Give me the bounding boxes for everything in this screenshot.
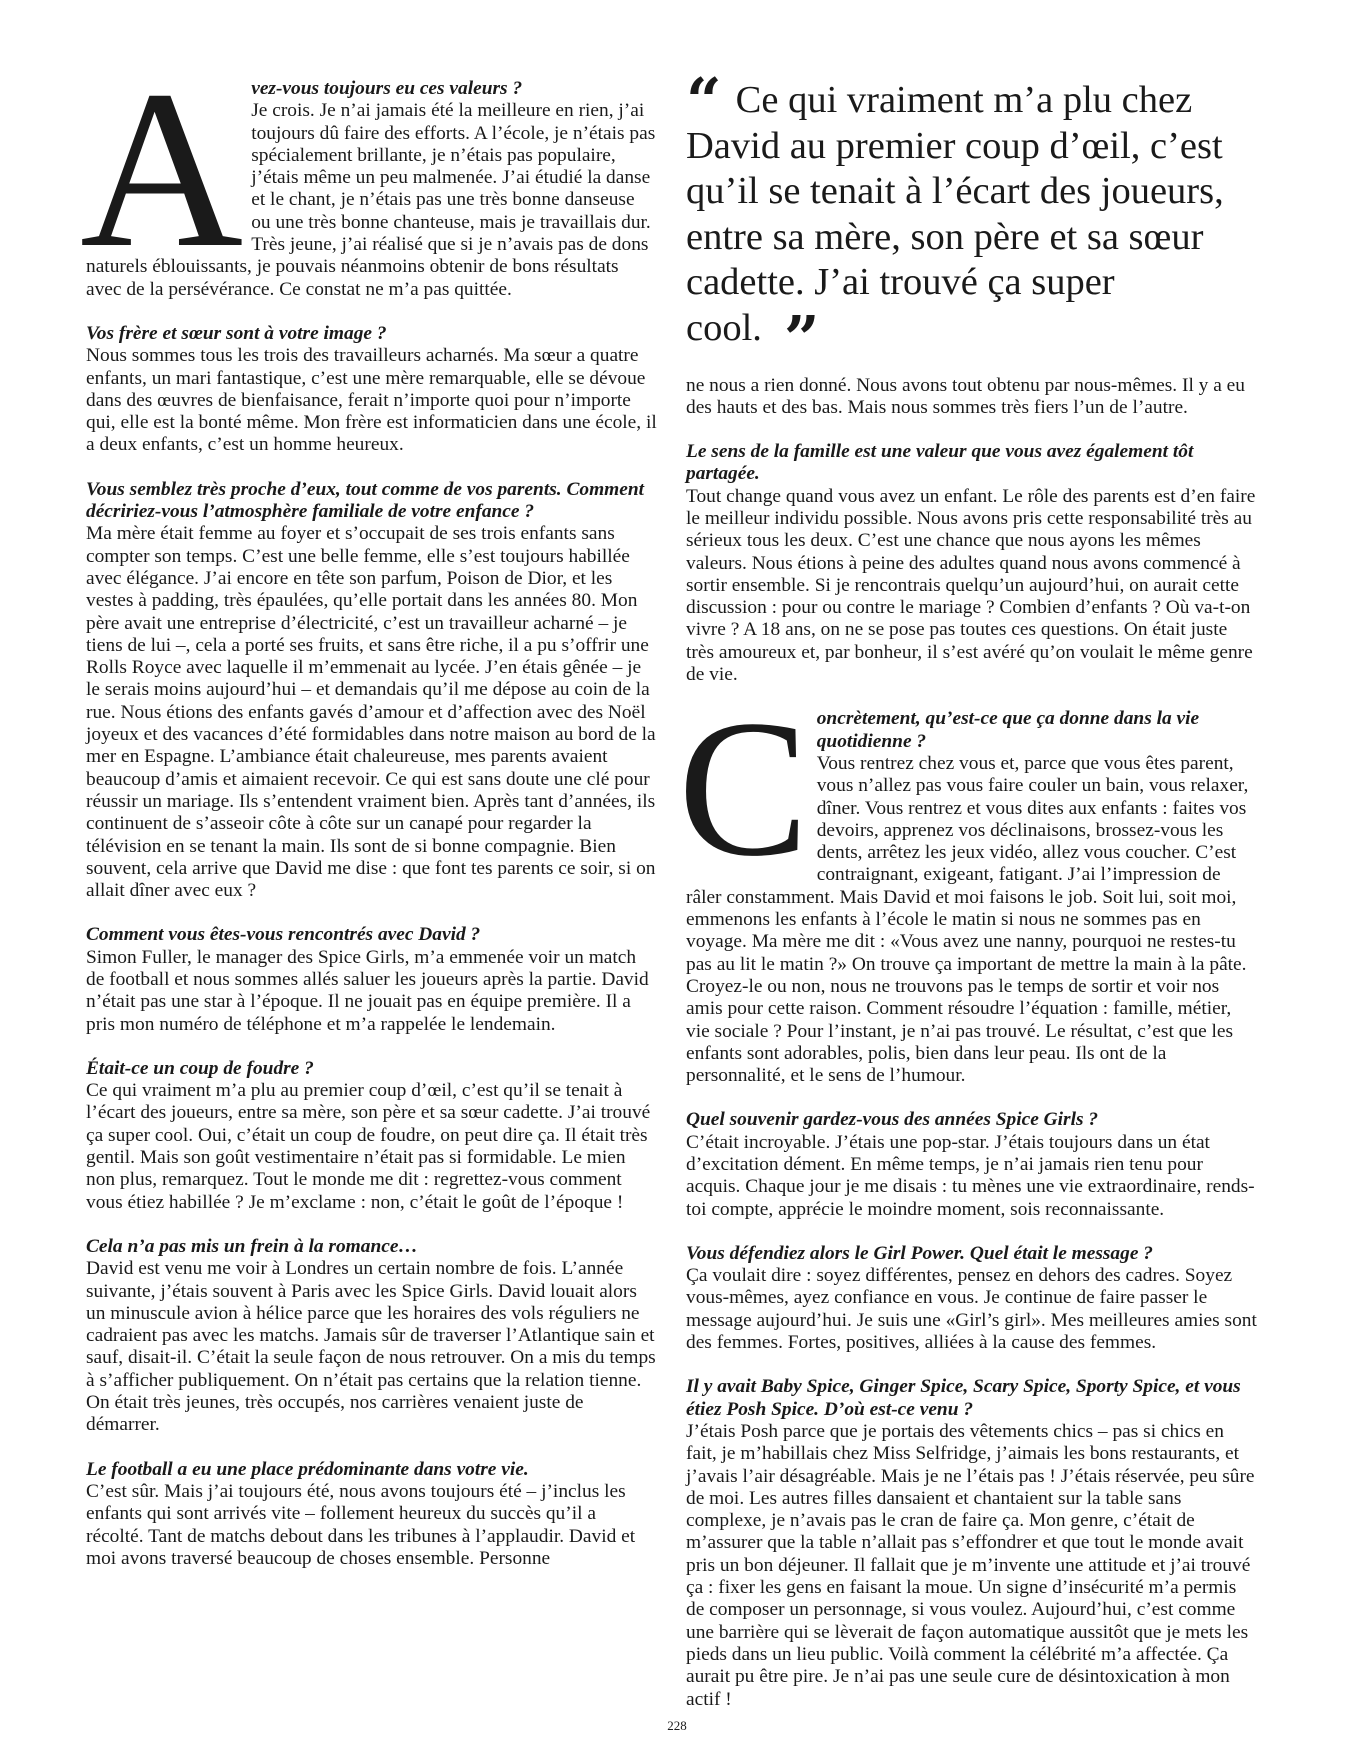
interview-answer: ne nous a rien donné. Nous avons tout obtenu par nous-mêmes. Il y a eu des hauts et des bas. Mais nous sommes très fiers l’un de l’autre. [686, 374, 1245, 418]
interview-answer: C’est sûr. Mais j’ai toujours été, nous avons toujours été – j’inclus les enfants qui sont arrivés vite – follement heureux du succès qu’il a récolté. Tant de matchs debout dans les tribunes à l’applaudir. David et moi avons traversé beaucoup de choses ensemble. Personne [86, 1480, 636, 1569]
interview-answer: Simon Fuller, le manager des Spice Girls, m’a emmenée voir un match de football et nous sommes allés saluer les joueurs après la partie. David n’était pas une star à l’époque. Il ne jouait pas en équipe première. Il a pris mon numéro de téléphone et m’a rappelée le lendemain. [86, 946, 649, 1035]
page-number: 228 [667, 1718, 687, 1733]
qa-section [686, 375, 1258, 420]
interview-question: Le sens de la famille est une valeur que vous avez également tôt partagée. [686, 441, 1194, 485]
interview-answer: Nous sommes tous les trois des travailleurs acharnés. Ma sœur a quatre enfants, un mari fantastique, c’est une mère remarquable, elle se dévoue dans des œuvres de bienfaisance, ferait n’importe quoi pour n’importe qui, elle est la bonté même. Mon frère est informaticien dans une école, il a deux enfants, c’est un homme heureux. [86, 345, 657, 456]
qa-section [86, 924, 658, 1035]
interview-question: Comment vous êtes-vous rencontrés avec David ? [86, 924, 481, 946]
pull-quote-text: Ce qui vraiment m’a plu chez David au premier coup d’œil, c’est qu’il se tenait à l’écart des joueurs, entre sa mère, son père et sa sœur cadette. J’ai trouvé ça super cool. [686, 79, 1224, 349]
interview-question: vez-vous toujours eu ces valeurs ? [251, 78, 523, 99]
qa-section [686, 441, 1258, 686]
interview-answer: Ça voulait dire : soyez différentes, pensez en dehors des cadres. Soyez vous-mêmes, ayez confiance en vous. Je continue de faire passer le message aujourd’hui. Je suis une «Girl’s girl». Mes meilleures amies sont des femmes. Fortes, positives, alliées à la cause des femmes. [686, 1265, 1257, 1354]
open-quote-mark: “ [686, 64, 722, 137]
qa-section [686, 1376, 1258, 1710]
interview-question: Vous défendiez alors le Girl Power. Quel était le message ? [686, 1242, 1153, 1264]
interview-question: Quel souvenir gardez-vous des années Spice Girls ? [686, 1109, 1099, 1131]
interview-question: Vos frère et sœur sont à votre image ? [86, 322, 387, 344]
qa-section [86, 479, 658, 903]
qa-section [86, 1058, 658, 1214]
qa-section [86, 323, 658, 457]
interview-answer: Vous rentrez chez vous et, parce que vous êtes parent, vous n’allez pas vous faire couler un bain, vous relaxer, dîner. Vous rentrez et vous dites aux enfants : faites vos devoirs, apprenez vos déclinaisons, brossez-vous les dents, arrêtez les jeux vidéo, allez vous coucher. C’est contraignant, exigeant, fatigant. J’ai l’impression de râler constamment. Mais David et moi faisons le job. Soit lui, soit moi, emmenons les enfants à l’école le matin si nous ne sommes pas en voyage. Ma mère me dit : «Vous avez une nanny, pourquoi ne restes-tu pas au lit le matin ?» On trouve ça important de mettre la main à la pâte. Croyez-le ou non, nous ne trouvons pas le temps de sortir et voir nos amis pour cette raison. Comment résoudre l’équation : famille, métier, vie sociale ? Pour l’instant, je n’ai pas trouvé. Le résultat, c’est que les enfants sont adorables, polis, bien dans leur peau. Ils ont de la personnalité, et le sens de l’humour. [686, 752, 1249, 1087]
right-column [678, 64, 1258, 1733]
qa-section [86, 1236, 658, 1437]
interview-question: Était-ce un coup de foudre ? [86, 1057, 314, 1079]
interview-question: Vous semblez très proche d’eux, tout comme de vos parents. Comment décririez-vous l’atmosphère familiale de votre enfance ? [86, 478, 645, 523]
interview-answer: J’étais Posh parce que je portais des vêtements chics – pas si chics en fait, je m’habillais chez Miss Selfridge, j’aimais les bons restaurants, et j’avais l’air désagréable. Mais je ne l’étais pas ! J’étais réservée, peu sûre de moi. Les autres filles dansaient et chantaient sur la table sans complexe, je n’avais pas le cran de faire ça. Mon genre, c’était de m’assurer que la table n’allait pas s’effondrer et que tout le monde avait pris un bon déjeuner. Il fallait que je m’invente une attitude et j’ai trouvé ça : fixer les gens en faisant la moue. Un signe d’insécurité m’a permis de composer un personnage, si vous voulez. Aujourd’hui, c’est comme une barrière qui se lèverait de façon automatique aussitôt que je mets les pieds dans un lieu public. Voilà comment la célébrité m’a affectée. Ça aurait pu être pire. Je n’ai pas une seule cure de désintoxication à mon actif ! [686, 1420, 1255, 1710]
qa-section [86, 1459, 658, 1570]
qa-section [678, 680, 1258, 1087]
interview-question: Il y avait Baby Spice, Ginger Spice, Scary Spice, Sporty Spice, et vous étiez Posh Spice. D’où est-ce venu ? [686, 1376, 1241, 1420]
interview-answer: Ma mère était femme au foyer et s’occupait de ses trois enfants sans compter son temps. C’est une belle femme, elle s’est toujours habillée avec élégance. J’ai encore en tête son parfum, Poison de Dior, et les vestes à padding, très épaulées, qu’elle portait dans les années 80. Mon père avait une entreprise d’électricité, c’est un travailleur acharné – je tiens de lui –, cela a porté ses fruits, et sans être riche, il a pu s’offrir une Rolls Royce avec laquelle il m’emmenait au lycée. J’en étais gênée – je le serais moins aujourd’hui – et demandais qu’il me dépose au coin de la rue. Nous étions des enfants gavés d’amour et d’affection avec des Noël joyeux et des vacances d’été formidables dans notre maison au bord de la mer en Espagne. L’ambiance était chaleureuse, mes parents avaient beaucoup d’amis et aimaient recevoir. Ce qui est sans doute une clé pour réussir un mariage. Ils s’entendent vraiment bien. Après tant d’années, ils continuent de s’asseoir côte à côte sur un canapé pour regarder la télévision en se tenant la main. Ils sont de si bonne compagnie. Bien souvent, cela arrive que David me dise : que font tes parents ce soir, si on allait dîner avec eux ? [86, 523, 656, 902]
drop-cap: A [80, 44, 244, 294]
qa-section [80, 44, 658, 301]
interview-question: Cela n’a pas mis un frein à la romance… [86, 1235, 418, 1257]
interview-question: oncrètement, qu’est-ce que ça donne dans la vie quotidienne ? [816, 708, 1200, 752]
pull-quote [686, 64, 1258, 375]
close-quote-mark: ” [783, 301, 820, 375]
drop-cap: C [678, 680, 809, 898]
interview-answer: David est venu me voir à Londres un certain nombre de fois. L’année suivante, j’étais souvent à Paris avec les Spice Girls. David louait alors un minuscule avion à hélice parce que les horaires des vols réguliers ne cadraient pas avec les matchs. Jamais sûr de traverser l’Atlantique sain et sauf, disait-il. C’était la seule façon de nous retrouver. On a mis du temps à s’afficher publiquement. On n’était pas certains que la relation tienne. On était très jeunes, très occupés, nos carrières venaient juste de démarrer. [86, 1258, 656, 1436]
qa-section [686, 1243, 1258, 1354]
interview-answer: Tout change quand vous avez un enfant. Le rôle des parents est d’en faire le meilleur individu possible. Nous avons pris cette responsabilité très au sérieux tous les deux. C’est une chance que nous ayons les mêmes valeurs. Nous étions à peine des adultes quand nous avons commencé à sortir ensemble. Si je rencontrais quelqu’un aujourd’hui, on aurait cette discussion : pour ou contre le mariage ? Combien d’enfants ? Où va-t-on vivre ? A 18 ans, on ne se pose pas toutes ces questions. On était juste très amoureux et, par bonheur, il s’est avéré qu’on voulait le même genre de vie. [686, 485, 1256, 686]
interview-question: Le football a eu une place prédominante dans votre vie. [86, 1458, 529, 1480]
interview-answer: C’était incroyable. J’étais une pop-star. J’étais toujours dans un état d’excitation dément. En même temps, je n’ai jamais rien tenu pour acquis. Chaque jour je me disais : tu mènes une vie extraordinaire, rends-toi compte, apprécie le moindre moment, sois reconnaissante. [686, 1131, 1255, 1220]
left-column [80, 44, 658, 1592]
interview-answer: Je crois. Je n’ai jamais été la meilleure en rien, j’ai toujours dû faire des efforts. A l’école, je n’étais pas spécialement brillante, je n’étais pas populaire, j’étais même un peu malmenée. J’ai étudié la danse et le chant, je n’étais pas une très bonne danseuse ou une très bonne chanteuse, mais je travaillais dur. Très jeune, j’ai réalisé que si je n’avais pas de dons naturels éblouissants, je pouvais néanmoins obtenir de bons résultats avec de la persévérance. Ce constat ne m’a pas quittée. [86, 100, 656, 300]
qa-section [686, 1109, 1258, 1220]
interview-answer: Ce qui vraiment m’a plu au premier coup d’œil, c’est qu’il se tenait à l’écart des joueurs, entre sa mère, son père et sa sœur cadette. J’ai trouvé ça super cool. Oui, c’était un coup de foudre, on peut dire ça. Il était très gentil. Mais son goût vestimentaire n’était pas si formidable. Le mien non plus, remarquez. Tout le monde me dit : regrettez-vous comment vous étiez habillée ? Je m’exclame : non, c’était le goût de l’époque ! [86, 1080, 651, 1213]
